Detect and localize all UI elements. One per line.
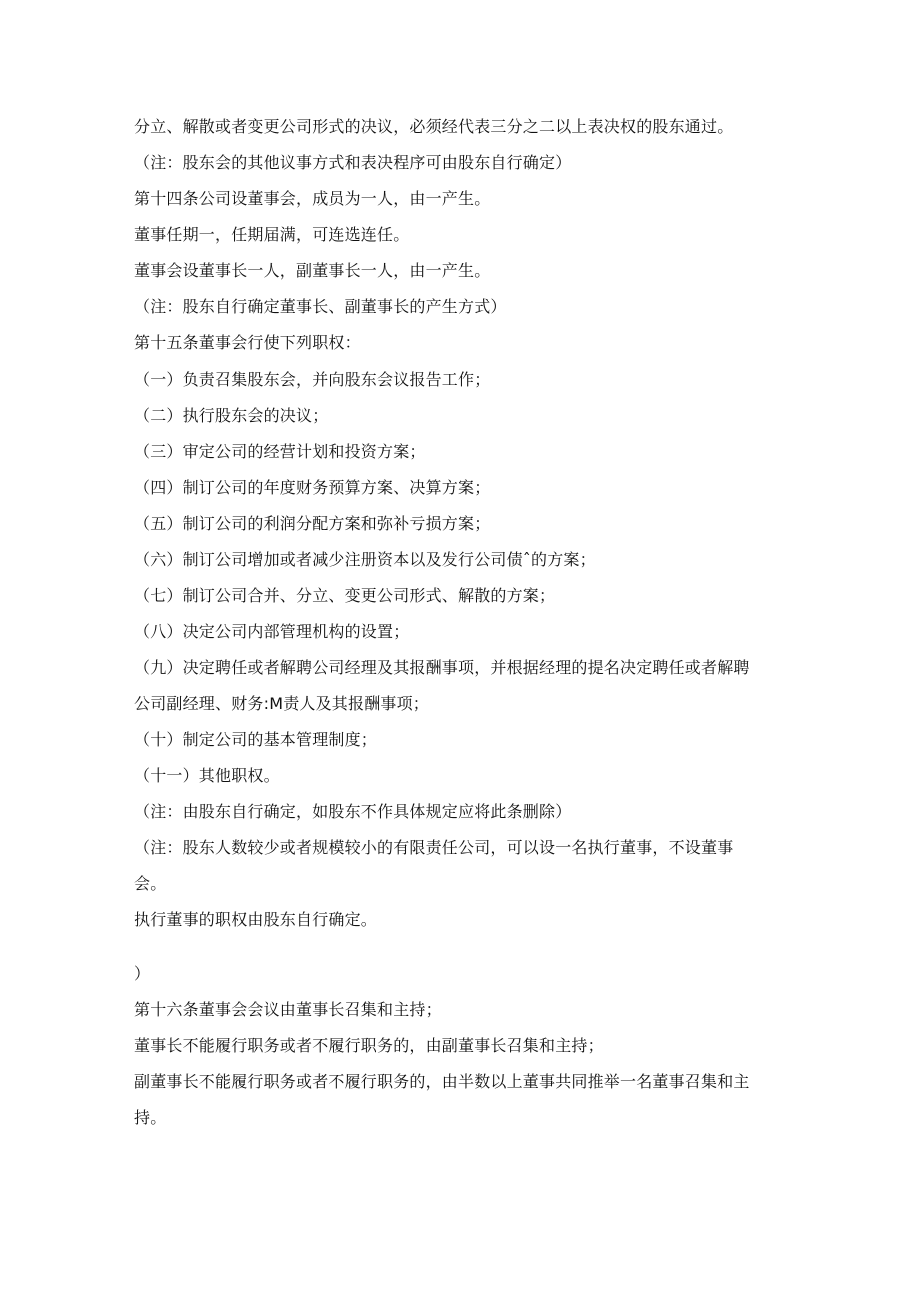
article-line: 第十六条董事会会议由董事长召集和主持；	[134, 1000, 442, 1019]
article-line: 第十四条公司设董事会，成员为一人，由一产生。	[134, 189, 491, 208]
note-line-continuation: 会。	[134, 874, 167, 893]
text-line-continuation: 持。	[134, 1108, 167, 1127]
note-line: （注：股东会的其他议事方式和表决程序可由股东自行确定）	[134, 153, 572, 172]
note-line: （注：股东自行确定董事长、副董事长的产生方式）	[134, 297, 507, 316]
text-line: 董事长不能履行职务或者不履行职务的，由副董事长召集和主持；	[134, 1036, 604, 1055]
list-item: （七）制订公司合并、分立、变更公司形式、解散的方案；	[134, 586, 556, 605]
article-line: 第十五条董事会行使下列职权：	[134, 333, 361, 352]
text-line: 董事会设董事长一人，副董事长一人，由一产生。	[134, 261, 491, 280]
closing-paren: ）	[134, 964, 151, 983]
list-item: （三）审定公司的经营计划和投资方案；	[134, 442, 426, 461]
list-item: （十）制定公司的基本管理制度；	[134, 730, 378, 749]
text-line: 副董事长不能履行职务或者不履行职务的，由半数以上董事共同推举一名董事召集和主	[134, 1072, 750, 1091]
list-item: （九）决定聘任或者解聘公司经理及其报酬事项，并根据经理的提名决定聘任或者解聘	[134, 658, 750, 677]
text-line: 董事任期一，任期届满，可连选连任。	[134, 225, 410, 244]
list-item: （四）制订公司的年度财务预算方案、决算方案；	[134, 478, 491, 497]
note-line: （注：由股东自行确定，如股东不作具体规定应将此条删除）	[134, 802, 572, 821]
list-item: （六）制订公司增加或者减少注册资本以及发行公司债ˆ的方案；	[134, 550, 596, 569]
list-item: （八）决定公司内部管理机构的设置；	[134, 622, 410, 641]
text-line: 执行董事的职权由股东自行确定。	[134, 910, 378, 929]
note-line: （注：股东人数较少或者规模较小的有限责任公司，可以设一名执行董事，不设董事	[134, 838, 734, 857]
list-item: （一）负责召集股东会，并向股东会议报告工作；	[134, 370, 491, 389]
list-item: （二）执行股东会的决议；	[134, 406, 329, 425]
list-item-continuation: 公司副经理、财务:M责人及其报酬事项；	[134, 694, 429, 713]
list-item: （五）制订公司的利润分配方案和弥补亏损方案；	[134, 514, 491, 533]
text-line: 分立、解散或者变更公司形式的决议，必须经代表三分之二以上表决权的股东通过。	[134, 117, 734, 136]
list-item: （十一）其他职权。	[134, 766, 280, 785]
